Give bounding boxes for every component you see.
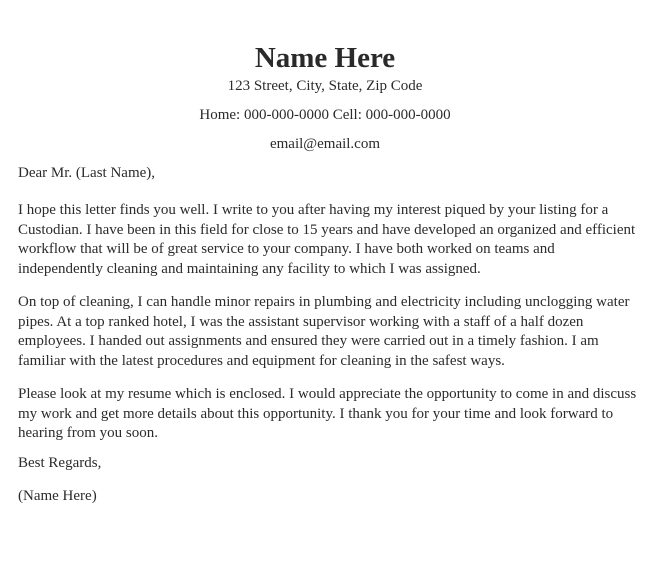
sender-phone: Home: 000-000-0000 Cell: 000-000-0000: [199, 107, 451, 123]
closing-line: Best Regards,: [18, 455, 102, 471]
salutation: Dear Mr. (Last Name),: [18, 165, 156, 181]
signature: (Name Here): [18, 488, 97, 504]
sender-email: email@email.com: [269, 136, 381, 152]
paragraph-closing: Please look at my resume which is enclosed. I would appreciate the opportunity to come in and discuss my work and get more details about this opportunity. I thank you for your time and look forward to hearing from you soon.: [18, 386, 637, 441]
paragraph-intro: I hope this letter finds you well. I write to you after having my interest piqued by your listing for a Custodian. I have been in this field for close to 15 years and have developed an organized and efficient workflow that will be of great service to your company. I have both worked on teams and independently cleaning and maintaining any facility to which I was assigned.: [18, 202, 636, 277]
sender-name-heading: Name Here: [254, 42, 396, 74]
paragraph-experience: On top of cleaning, I can handle minor repairs in plumbing and electricity including unclogging water pipes. At a top ranked hotel, I was the assistant supervisor working with a staff of a half dozen employees. I handed out assignments and ensured they were carried out in a timely fashion. I am familiar with the latest procedures and equipment for cleaning in the safest ways.: [18, 294, 630, 369]
sender-address: 123 Street, City, State, Zip Code: [227, 78, 423, 94]
